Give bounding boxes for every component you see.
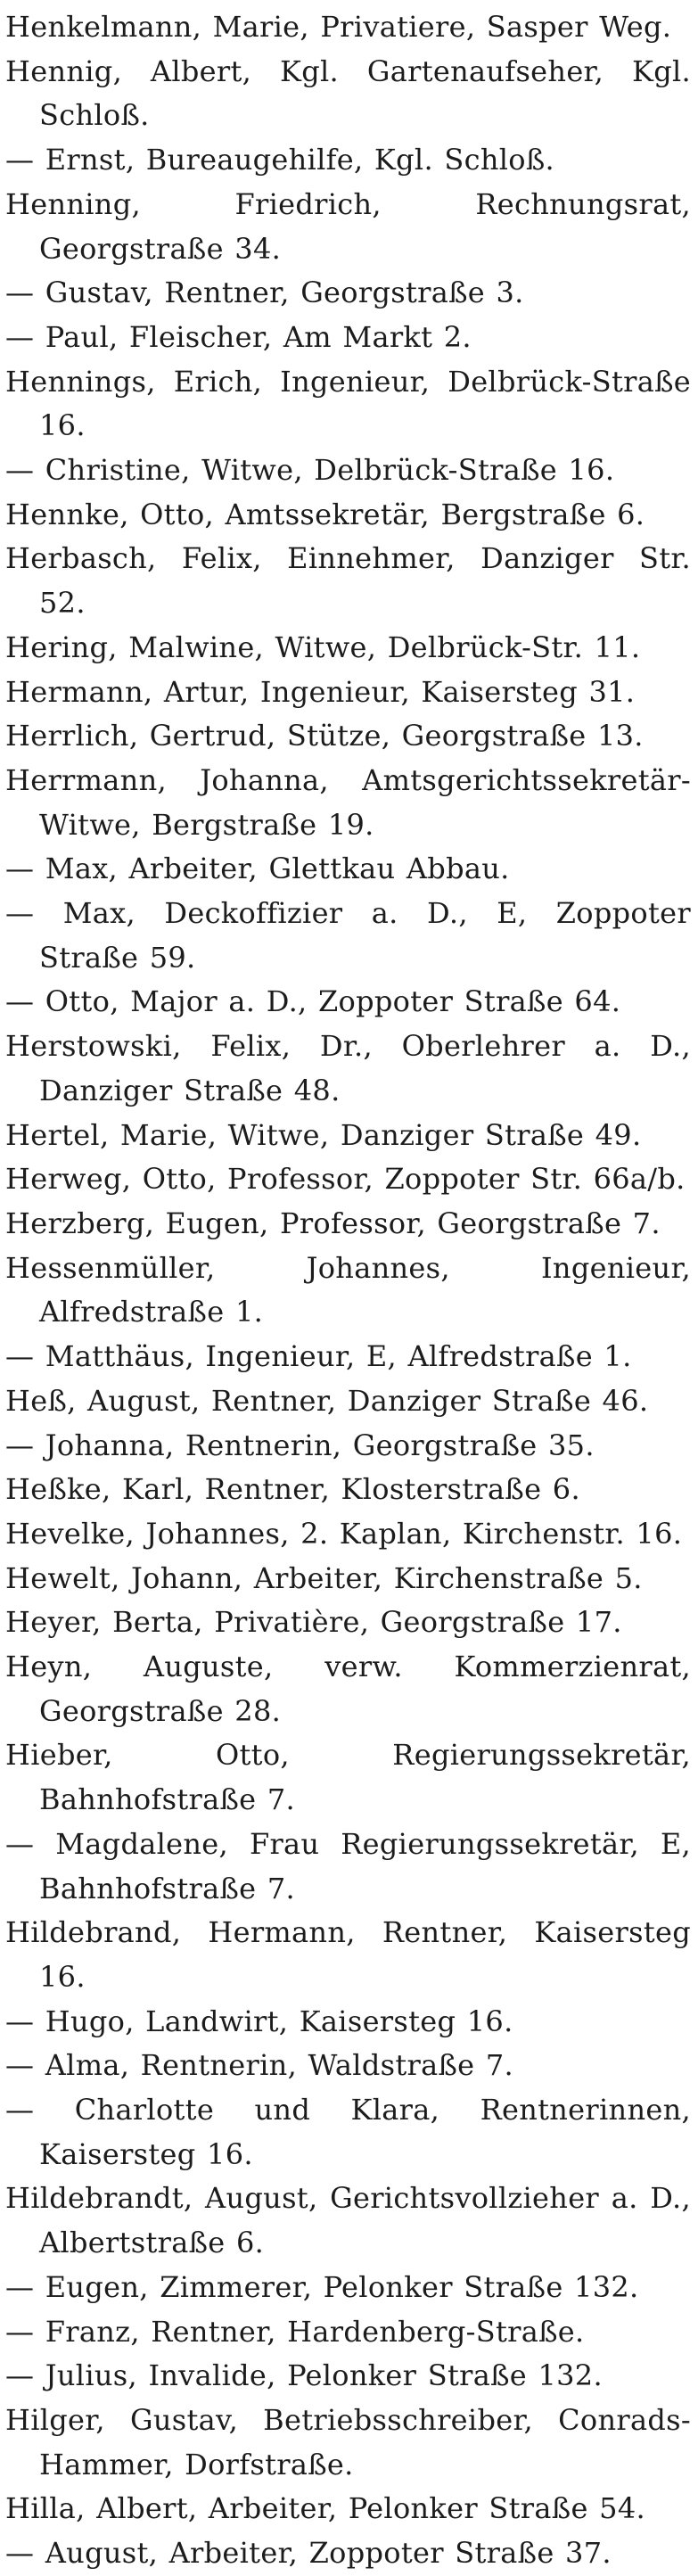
directory-entry: Hewelt, Johann, Arbeiter, Kirchenstraße 5. (5, 1560, 643, 1595)
directory-entry: — Max, Arbeiter, Glettkau Abbau. (5, 852, 510, 886)
directory-entry: Heßke, Karl, Rentner, Klosterstraße 6. (5, 1472, 580, 1507)
directory-entry: Henkelmann, Marie, Privatiere, Sasper Weg. (5, 10, 672, 44)
directory-entry: Heyer, Berta, Privatière, Georgstraße 17. (5, 1605, 622, 1640)
directory-entry: Hilla, Albert, Arbeiter, Pelonker Straße 54. (5, 2491, 645, 2526)
directory-entry: — Matthäus, Ingenieur, E, Alfredstraße 1. (5, 1339, 632, 1374)
directory-entry: — Franz, Rentner, Hardenberg-Straße. (5, 2314, 585, 2349)
directory-entry: Henning, Friedrich, Rechnungsrat, Georgstraße 34. (5, 186, 691, 266)
directory-entry: Herweg, Otto, Professor, Zoppoter Str. 66a/b. (5, 1162, 686, 1197)
directory-entry: Hieber, Otto, Regierungssekretär, Bahnhofstraße 7. (5, 1738, 691, 1817)
directory-entry: Heyn, Auguste, verw. Kommerzienrat, Georgstraße 28. (5, 1650, 691, 1728)
directory-entries (5, 5, 691, 2576)
directory-entry: — Gustav, Rentner, Georgstraße 3. (5, 276, 524, 310)
directory-entry: — Hugo, Landwirt, Kaisersteg 16. (5, 2004, 513, 2038)
directory-entry: — Otto, Major a. D., Zoppoter Straße 64. (5, 984, 621, 1019)
directory-entry: — August, Arbeiter, Zoppoter Straße 37. (5, 2536, 612, 2571)
directory-entry: Hennig, Albert, Kgl. Gartenaufseher, Kgl. Schloß. (5, 53, 691, 133)
directory-entry: Hilger, Gustav, Betriebsschreiber, Conrads-Hammer, Dorfstraße. (5, 2402, 691, 2481)
directory-entry: — Charlotte und Klara, Rentnerinnen, Kaisersteg 16. (5, 2093, 691, 2171)
directory-entry: — Alma, Rentnerin, Waldstraße 7. (5, 2048, 513, 2083)
directory-entry: Herstowski, Felix, Dr., Oberlehrer a. D., Danziger Straße 48. (5, 1029, 691, 1107)
directory-entry: Hevelke, Johannes, 2. Kaplan, Kirchenstr. 16. (5, 1516, 683, 1551)
directory-entry: Hildebrand, Hermann, Rentner, Kaisersteg 16. (5, 1915, 691, 1994)
directory-entry: — Eugen, Zimmerer, Pelonker Straße 132. (5, 2269, 639, 2304)
directory-entry: Hennings, Erich, Ingenieur, Delbrück-Straße 16. (5, 364, 691, 443)
directory-entry: — Julius, Invalide, Pelonker Straße 132. (5, 2358, 603, 2393)
directory-entry: Hessenmüller, Johannes, Ingenieur, Alfredstraße 1. (5, 1250, 691, 1329)
directory-entry: — Magdalene, Frau Regierungssekretär, E, Bahnhofstraße 7. (5, 1826, 691, 1905)
directory-entry: — Ernst, Bureaugehilfe, Kgl. Schloß. (5, 143, 555, 177)
directory-entry: Herrlich, Gertrud, Stütze, Georgstraße 13. (5, 719, 644, 753)
directory-entry: Heß, August, Rentner, Danziger Straße 46. (5, 1383, 649, 1418)
directory-entry: Hertel, Marie, Witwe, Danziger Straße 49. (5, 1117, 642, 1152)
directory-entry: — Christine, Witwe, Delbrück-Straße 16. (5, 453, 615, 488)
directory-entry: Herrmann, Johanna, Amtsgerichtssekretär-Witwe, Bergstraße 19. (5, 762, 691, 842)
directory-entry: Hermann, Artur, Ingenieur, Kaisersteg 31. (5, 674, 636, 709)
directory-entry: — Paul, Fleischer, Am Markt 2. (5, 319, 472, 354)
directory-entry: Herzberg, Eugen, Professor, Georgstraße 7. (5, 1206, 661, 1240)
directory-entry: Hennke, Otto, Amtssekretär, Bergstraße 6. (5, 497, 645, 531)
directory-entry: — Johanna, Rentnerin, Georgstraße 35. (5, 1428, 595, 1462)
directory-entry: Hildebrandt, August, Gerichtsvollzieher a. D., Albertstraße 6. (5, 2181, 691, 2260)
directory-entry: Herbasch, Felix, Einnehmer, Danziger Str. 52. (5, 541, 691, 621)
directory-entry: — Max, Deckoffizier a. D., E, Zoppoter Straße 59. (5, 896, 691, 975)
directory-entry: Hering, Malwine, Witwe, Delbrück-Str. 11. (5, 630, 641, 664)
